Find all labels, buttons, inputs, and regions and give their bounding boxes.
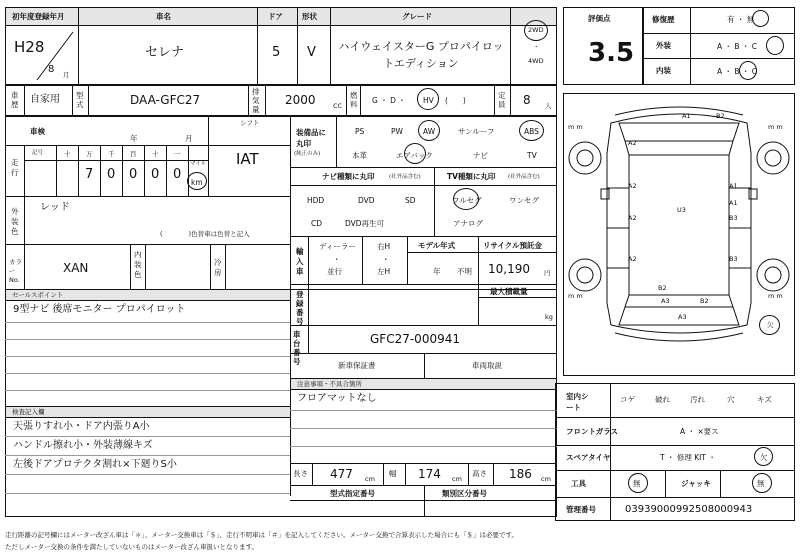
digit-3: 0 [129,167,138,182]
capacity: 8 [523,93,531,107]
sheet-kizu: キズ [757,395,772,404]
length-unit: cm [365,475,375,483]
chassis-value: GFC27-000941 [370,332,460,346]
jack-label: ジャッキ [681,479,711,488]
svg-text:m m: m m [768,123,783,131]
tools-value: 無 [633,479,641,488]
era-year: H28 [14,38,45,56]
color-name: レッド [40,202,70,213]
equip-leather: 本革 [352,151,367,160]
import-dot-2: ・ [382,255,390,264]
height-label: 高さ [472,469,487,478]
load-unit: kg [545,313,553,321]
rating-label: 評価点 [588,14,611,23]
import-left: 左H [377,267,391,276]
svg-text:m m: m m [568,123,583,131]
svg-text:m m: m m [768,292,783,300]
repair-value: 有 ・ 無 [727,15,755,24]
fuel-hv: HV [423,96,434,105]
mgmt-label: 管理番号 [566,505,596,514]
svg-text:m m: m m [568,292,583,300]
inspection-month: 月 [185,134,193,143]
unit-hyaku: 百 [130,150,137,158]
mark-a1-front: A1 [682,112,691,120]
equip-sunroof: サンルーフ [458,127,495,136]
ext-grades: A ・ B ・ C [717,42,758,51]
spare-value: T ・ 修理 KIT ・ [660,453,716,462]
mark-u3-roof: U3 [677,206,686,214]
shift-label: シフト [240,119,260,127]
equip-abs: ABS [524,127,539,136]
mark-b3-right-low: B3 [729,255,738,263]
equipment-sub: (純正のみ) [294,151,321,157]
disp-label: 排気量 [252,87,260,114]
mark-a2-left-low: A2 [628,255,637,263]
mark-a3-bumper: A3 [678,313,687,321]
spare-circle [754,447,773,466]
int-grades: A ・ B ・ C [717,67,758,76]
color-note: ( )色替車は色替と記入 [160,230,250,238]
recycle-unit: 円 [544,269,551,277]
int-circle [739,61,757,80]
digit-4: 0 [151,167,160,182]
mark-b3-right: B3 [729,214,738,222]
tv-fullseg: フルセグ [452,196,482,205]
mile-label: マイル [190,161,207,167]
import-right: 右H [377,242,391,251]
model-label: 型式 [76,91,84,109]
navi-hdd: HDD [307,196,325,205]
equip-abs-circle [519,120,544,141]
navi-dvd-play: DVD再生可 [345,219,385,228]
sheet-yabure: 破れ [655,395,670,404]
color-label: 外装色 [11,207,19,236]
repair-label: 修復歴 [652,15,675,24]
month-unit: 月 [63,71,70,79]
sheet-yogore: 汚れ [690,395,705,404]
tools-circle [628,473,648,493]
equip-aw: AW [423,127,436,136]
equipment-label: 装備品に丸印 [296,128,326,148]
colorno-label: カラーNo. [9,258,22,284]
fuel-options: G ・ D ・ [372,96,406,105]
equip-airbag-circle [404,143,426,164]
footer-line-1: 走行距離の記号欄にはメーター改ざん車は「＊」、メーター交換車は「＄」、走行不明車は「＃」を記入してください。メーター交換で合算表示した場合にも「＄」は必要です。 [5,531,518,539]
designation-label: 型式指定番号 [330,489,375,498]
ext-circle [766,36,784,55]
model: DAA-GFC27 [130,93,201,107]
displacement: 2000 [285,93,316,107]
equip-navi: ナビ [473,151,488,160]
shape-label: 形状 [302,12,317,21]
first-reg-label: 初年度登録年月 [12,12,65,21]
spare-label: スペアタイヤ [566,453,611,462]
equip-airbag: エアバック [396,151,433,160]
digit-1: 7 [85,167,94,182]
height-unit: cm [541,475,551,483]
interior-color-label: 内装色 [134,250,142,279]
sales-label: セールスポイント [12,291,64,299]
mark-a1-right-mid: A1 [729,199,738,207]
mark-a2-left: A2 [628,182,637,190]
mileage-sign-label: 記号 [32,150,44,156]
car-name: セレナ [145,45,185,60]
month-num: 8 [48,64,55,75]
ext-label: 外装 [656,41,671,50]
equip-pw: PW [391,127,403,136]
unit-sen: 千 [108,150,115,158]
int-label: 内装 [656,66,671,75]
import-parallel: 並行 [327,267,342,276]
km-label: km [191,178,203,187]
equip-tv: TV [527,151,537,160]
rating-score: 3.5 [588,38,635,68]
mgmt-value: 03939000992508000943 [625,504,753,515]
ac-label: 冷房 [214,258,222,277]
model-year-unknown: 不明 [457,267,472,276]
mark-b2-rear-right: B2 [700,297,709,305]
reg-no-label: 登録番号 [296,290,304,326]
navi-dvd: DVD [358,196,375,205]
height-value: 186 [509,467,532,481]
capacity-unit: 人 [545,102,552,110]
unit-juu: 十 [152,150,159,158]
tv-analog: アナログ [453,219,483,228]
mileage-label: 走行 [11,158,19,177]
recycle-value: 10,190 [488,262,530,276]
length-label: 長さ [293,469,308,478]
manual-label: 車両取説 [472,361,502,370]
door-label: ドア [268,12,283,21]
width-label: 幅 [389,469,397,478]
unit-ten: 十 [64,150,71,158]
equip-aw-circle [418,120,440,141]
drive-2wd: 2WD [528,26,544,34]
interior-sheet-label: 室内シート [566,392,589,412]
import-dealer: ディーラー [319,242,356,251]
mark-b2-front: B2 [716,112,725,120]
notes-label: 注意事項・不具合箇所 [297,380,362,388]
tools-label: 工具 [571,479,586,488]
windshield-label: フロントガラス [566,427,619,436]
unit-man: 万 [86,150,93,158]
jack-circle [752,473,772,493]
spare-none: 欠 [760,453,768,462]
load-label: 最大積載量 [490,287,528,296]
grade-label: グレード [402,12,432,21]
sheet-ana: 穴 [727,395,735,404]
unit-ichi: 一 [174,150,181,158]
tv-fullseg-circle [453,188,479,210]
import-label: 輸入車 [296,247,304,276]
mark-a1-right: A1 [729,182,738,190]
tv-sub: (社外品含む) [508,174,540,180]
sales-text: 9型ナビ 後席モニター プロパイロット [13,304,186,315]
drive-4wd: 4WD [528,57,544,65]
navi-sub: (社外品含む) [389,174,421,180]
windshield-value: A ・ ×要ス [680,427,719,436]
length-value: 477 [330,467,353,481]
drive-2wd-circle [524,20,548,41]
fuel-hv-circle [417,88,439,110]
tv-oneseg: ワンセグ [509,196,539,205]
ketsu-circle [759,315,780,335]
inspection-label: 車検 [30,127,45,136]
shape: V [307,45,316,60]
category-label: 車歴 [11,91,19,109]
grade: ハイウェイスターG プロパイロットエディション [338,40,504,70]
mark-b2-rear-left: B2 [658,284,667,292]
inspection-note-3: 左後ドアプロテクタ割れ×下廻りS小 [13,459,177,470]
inspection-note-2: ハンドル擦れ小・外装薄線キズ [13,440,153,451]
footer-line-2: ただしメーター交換の条件を満たしていないものはメーター改ざん車扱いとなります。 [5,543,258,551]
capacity-label: 定員 [498,91,506,109]
repair-circle [752,10,769,27]
width-value: 174 [418,467,441,481]
ketsu-mark: 欠 [767,321,774,329]
shift: IAT [236,150,259,168]
inspection-notes-label: 検査記入欄 [12,408,45,416]
km-circle [187,172,207,190]
digit-2: 0 [107,167,116,182]
fuel-label: 燃料 [350,91,358,109]
import-dot-1: ・ [333,255,341,264]
car-name-label: 車名 [156,12,171,21]
mark-a3-rear: A3 [661,297,670,305]
navi-sd: SD [405,196,416,205]
tv-label: TV種類に丸印 [447,172,496,181]
navi-cd: CD [311,219,323,228]
mark-a2-left-front: A2 [628,139,637,147]
recycle-label: リサイクル預託金 [483,241,542,250]
cc-unit: CC [333,102,343,110]
notes-text: フロアマットなし [297,393,377,404]
drive-dot: ・ [533,43,540,51]
class-label: 類別区分番号 [442,489,487,498]
model-year-label: モデル年式 [418,241,456,250]
inspection-note-1: 天張りすれ小・ドア内張りA小 [13,421,150,432]
sheet-koge: コゲ [620,395,635,404]
chassis-label: 車台番号 [293,330,301,366]
digit-5: 0 [173,167,182,182]
navi-label: ナビ種類に丸印 [322,172,375,181]
width-unit: cm [452,475,462,483]
jack-value: 無 [757,479,765,488]
category: 自家用 [30,94,60,105]
colorno: XAN [63,261,89,275]
equip-ps: PS [355,127,365,136]
fuel-paren: ( ) [445,96,466,105]
doors: 5 [272,45,281,60]
car-outline [563,93,795,376]
mark-a2-left-rear: A2 [628,214,637,222]
model-year-unit: 年 [433,267,441,276]
warranty-label: 新車保証書 [338,361,376,370]
inspection-year: 年 [130,134,138,143]
